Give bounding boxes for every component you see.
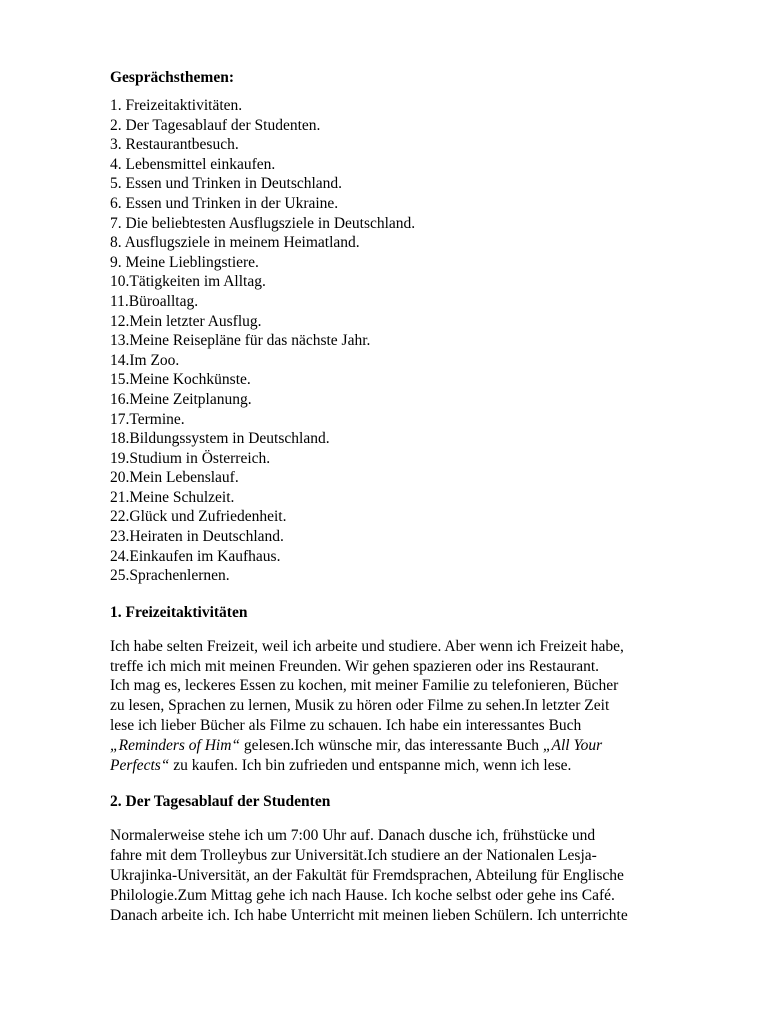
topic-item: 18.Bildungssystem in Deutschland. (110, 430, 330, 448)
topic-item: 16.Meine Zeitplanung. (110, 390, 252, 408)
topic-item: 2. Der Tagesablauf der Studenten. (110, 116, 321, 134)
paragraph-text: gelesen.Ich wünsche mir, das interessante Buch (240, 736, 543, 754)
topic-item: 14.Im Zoo. (110, 351, 180, 369)
topic-item: 11.Büroalltag. (110, 292, 199, 310)
topic-list (110, 96, 720, 586)
document-heading: Gesprächsthemen: (110, 69, 234, 86)
topic-item: 23.Heiraten in Deutschland. (110, 528, 284, 546)
paragraph-text: Ich habe selten Freizeit, weil ich arbeite und studiere. Aber wenn ich Freizeit habe, treffe ich mich mit meinen Freunden. Wir gehen spazieren oder ins Restaurant. Ich mag es, leckeres Essen zu kochen, mit meiner Familie zu telefonieren, Bücher zu lesen, Sprachen zu lernen, Musik zu hören oder Filme zu sehen.In letzter Zeit lese ich lieber Bücher als Filme zu schauen. Ich habe ein interessantes Buch (110, 637, 624, 735)
paragraph-text: zu kaufen. Ich bin zufrieden und entspanne mich, wenn ich lese. (169, 756, 572, 774)
section-paragraph-tagesablauf: Normalerweise stehe ich um 7:00 Uhr auf. Danach dusche ich, frühstücke und fahre mit dem Trolleybus zur Universität.Ich studiere an der Nationalen Lesja- Ukrajinka-Universität, an der Fakultät für Fremdsprachen, Abteilung für Englische Philologie.Zum Mittag gehe ich nach Hause. Ich koche selbst oder gehe ins Café. Danach arbeite ich. Ich habe Unterricht mit meinen lieben Schülern. Ich unterrichte (110, 827, 628, 924)
topic-item: 6. Essen und Trinken in der Ukraine. (110, 194, 339, 212)
topic-item: 21.Meine Schulzeit. (110, 488, 235, 506)
book-title: „Reminders of Him“ (110, 736, 241, 754)
topic-item: 12.Mein letzter Ausflug. (110, 312, 262, 330)
topic-item: 15.Meine Kochkünste. (110, 371, 251, 389)
topic-item: 7. Die beliebtesten Ausflugsziele in Deutschland. (110, 214, 416, 232)
topic-item: 4. Lebensmittel einkaufen. (110, 155, 276, 173)
topic-item: 19.Studium in Österreich. (110, 449, 271, 467)
topic-item: 13.Meine Reisepläne für das nächste Jahr. (110, 332, 371, 350)
book-title: „All Your Perfects“ (110, 736, 603, 774)
document-page (110, 68, 720, 925)
topic-item: 20.Mein Lebenslauf. (110, 469, 239, 487)
topic-item: 25.Sprachenlernen. (110, 567, 230, 585)
topic-item: 9. Meine Lieblingstiere. (110, 253, 259, 271)
section-heading-freizeit: 1. Freizeitaktivitäten (110, 603, 248, 621)
topic-item: 10.Tätigkeiten im Alltag. (110, 273, 266, 291)
section-heading-tagesablauf: 2. Der Tagesablauf der Studenten (110, 793, 331, 811)
topic-item: 22.Glück und Zufriedenheit. (110, 508, 287, 526)
topic-item: 17.Termine. (110, 410, 185, 428)
section-paragraph-freizeit (110, 637, 720, 776)
topic-item: 24.Einkaufen im Kaufhaus. (110, 547, 281, 565)
topic-item: 3. Restaurantbesuch. (110, 136, 239, 154)
topic-item: 1. Freizeitaktivitäten. (110, 97, 243, 114)
topic-item: 5. Essen und Trinken in Deutschland. (110, 175, 343, 193)
topic-item: 8. Ausflugsziele in meinem Heimatland. (110, 234, 360, 252)
